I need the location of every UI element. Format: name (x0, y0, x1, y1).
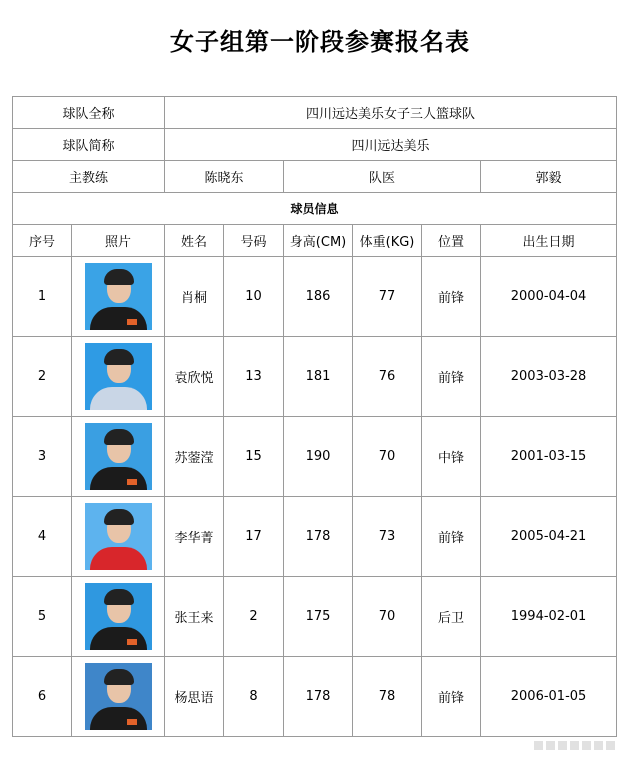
doctor-label: 队医 (284, 161, 481, 193)
player-name: 苏蓥滢 (165, 417, 224, 497)
player-weight: 70 (353, 417, 422, 497)
player-photo-cell (72, 257, 165, 337)
player-photo (85, 343, 152, 410)
col-header-weight: 体重(KG) (353, 225, 422, 257)
player-height: 178 (284, 657, 353, 737)
column-header-row (13, 225, 617, 257)
player-position: 前锋 (422, 657, 481, 737)
player-index: 2 (13, 337, 72, 417)
form-title: 女子组第一阶段参赛报名表 (170, 28, 470, 56)
player-name: 袁欣悦 (165, 337, 224, 417)
player-name: 张王来 (165, 577, 224, 657)
player-photo (85, 503, 152, 570)
player-index: 5 (13, 577, 72, 657)
player-weight: 73 (353, 497, 422, 577)
player-height: 186 (284, 257, 353, 337)
doctor-value: 郭毅 (481, 161, 617, 193)
player-position: 前锋 (422, 497, 481, 577)
player-index: 6 (13, 657, 72, 737)
watermark-logo (534, 741, 618, 753)
player-weight: 78 (353, 657, 422, 737)
player-row (13, 417, 617, 497)
col-header-height: 身高(CM) (284, 225, 353, 257)
player-photo-cell (72, 337, 165, 417)
player-height: 178 (284, 497, 353, 577)
team-short-name-label: 球队简称 (13, 129, 165, 161)
player-number: 17 (224, 497, 284, 577)
player-row (13, 497, 617, 577)
registration-table (12, 96, 617, 737)
player-index: 1 (13, 257, 72, 337)
player-row (13, 577, 617, 657)
player-number: 10 (224, 257, 284, 337)
player-height: 175 (284, 577, 353, 657)
player-position: 中锋 (422, 417, 481, 497)
player-height: 181 (284, 337, 353, 417)
player-name: 李华菁 (165, 497, 224, 577)
team-full-name-label: 球队全称 (13, 97, 165, 129)
player-height: 190 (284, 417, 353, 497)
team-short-name-value: 四川远达美乐 (165, 129, 617, 161)
player-birth-date: 2006-01-05 (481, 657, 617, 737)
player-photo-cell (72, 577, 165, 657)
player-position: 前锋 (422, 337, 481, 417)
col-header-birth-date: 出生日期 (481, 225, 617, 257)
player-birth-date: 2003-03-28 (481, 337, 617, 417)
player-weight: 70 (353, 577, 422, 657)
coach-value: 陈晓东 (165, 161, 284, 193)
player-photo (85, 423, 152, 490)
player-photo-cell (72, 417, 165, 497)
player-position: 后卫 (422, 577, 481, 657)
col-header-name: 姓名 (165, 225, 224, 257)
player-birth-date: 1994-02-01 (481, 577, 617, 657)
player-photo-cell (72, 497, 165, 577)
section-row (13, 193, 617, 225)
player-info-heading: 球员信息 (13, 193, 617, 225)
col-header-number: 号码 (224, 225, 284, 257)
player-number: 2 (224, 577, 284, 657)
player-name: 肖桐 (165, 257, 224, 337)
team-full-name-value: 四川远达美乐女子三人篮球队 (165, 97, 617, 129)
player-weight: 77 (353, 257, 422, 337)
col-header-index: 序号 (13, 225, 72, 257)
col-header-position: 位置 (422, 225, 481, 257)
player-position: 前锋 (422, 257, 481, 337)
team-full-name-row (13, 97, 617, 129)
player-index: 3 (13, 417, 72, 497)
player-index: 4 (13, 497, 72, 577)
player-birth-date: 2000-04-04 (481, 257, 617, 337)
player-row (13, 337, 617, 417)
player-row (13, 657, 617, 737)
player-photo (85, 263, 152, 330)
player-photo (85, 583, 152, 650)
staff-row (13, 161, 617, 193)
coach-label: 主教练 (13, 161, 165, 193)
player-photo (85, 663, 152, 730)
player-birth-date: 2001-03-15 (481, 417, 617, 497)
player-birth-date: 2005-04-21 (481, 497, 617, 577)
col-header-photo: 照片 (72, 225, 165, 257)
player-weight: 76 (353, 337, 422, 417)
player-number: 15 (224, 417, 284, 497)
player-number: 13 (224, 337, 284, 417)
player-photo-cell (72, 657, 165, 737)
player-name: 杨思语 (165, 657, 224, 737)
player-number: 8 (224, 657, 284, 737)
player-row (13, 257, 617, 337)
team-short-name-row (13, 129, 617, 161)
